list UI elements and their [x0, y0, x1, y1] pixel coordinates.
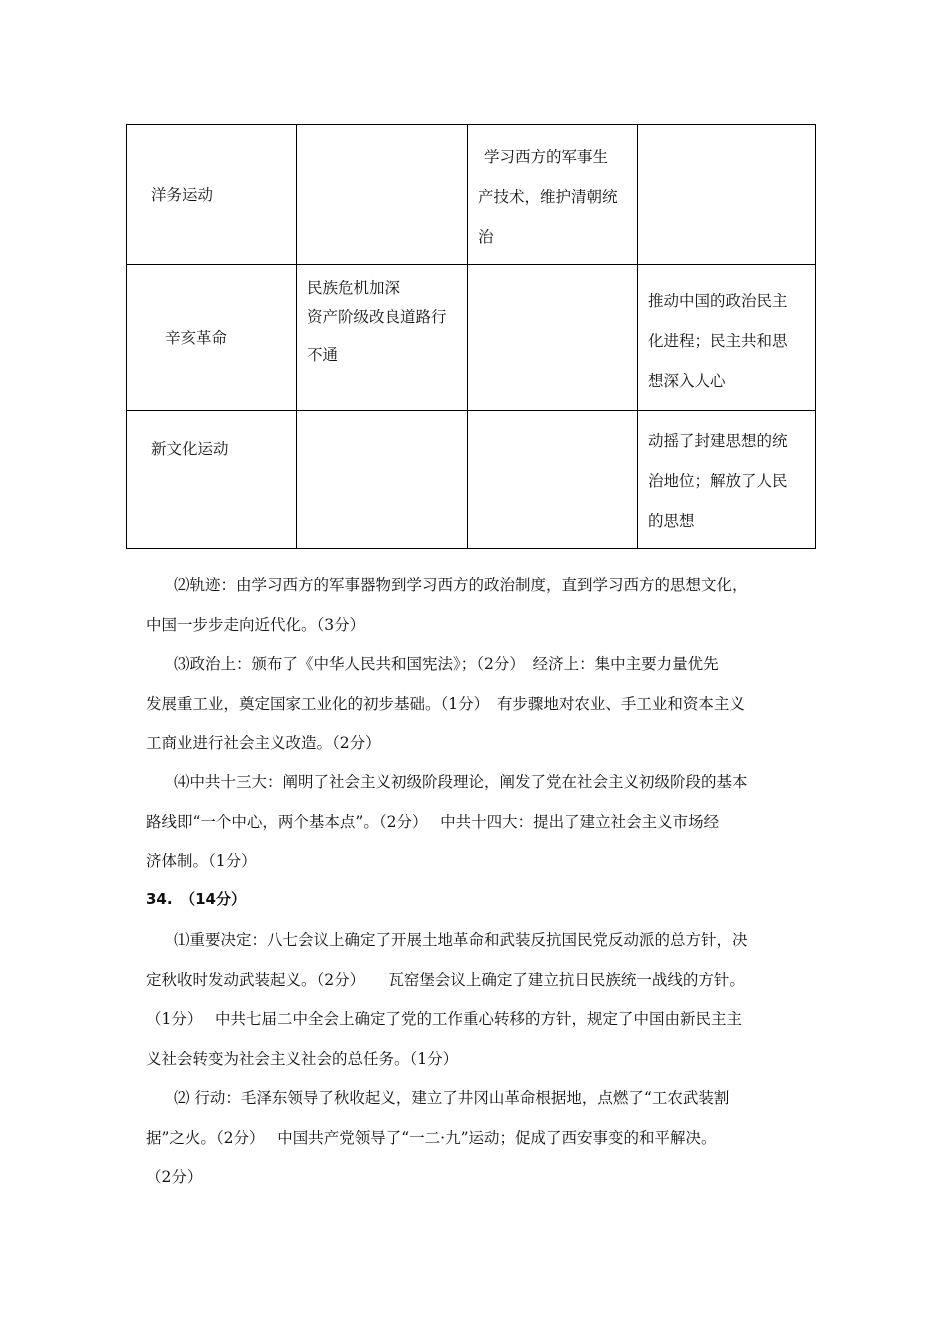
cell-line: 推动中国的政治民主 — [648, 292, 788, 310]
table-cell-name — [127, 265, 297, 411]
table-cell-impact — [638, 411, 816, 549]
table-cell-impact — [638, 125, 816, 265]
cell-line: 民族危机加深 — [307, 279, 401, 297]
cell-line: 动摇了封建思想的统 — [648, 432, 788, 450]
paragraph-line: （1分） 中共七届二中全会上确定了党的工作重心转移的方针，规定了中国由新民主主 — [146, 1010, 743, 1028]
event-name: 新文化运动 — [151, 440, 229, 458]
cell-line: 不通 — [307, 346, 339, 364]
answer-q2 — [146, 566, 822, 645]
paragraph-line: ⑵轨迹：由学习西方的军事器物到学习西方的政治制度，直到学习西方的思想文化， — [174, 576, 748, 594]
question-34-heading: 34. （14分） — [146, 890, 246, 908]
paragraph-line: 工商业进行社会主义改造。（2分） — [146, 734, 381, 752]
paragraph-line: ⑴重要决定：八七会议上确定了开展土地革命和武装反抗国民党反动派的总方针，决 — [174, 931, 748, 949]
paragraph-line: 据”之火。（2分） 中国共产党领导了“一二·九”运动；促成了西安事变的和平解决。 — [146, 1128, 717, 1147]
table-cell-goal — [468, 411, 638, 549]
table-cell-background — [297, 265, 468, 411]
table-row — [127, 411, 816, 549]
paragraph-line: ⑷中共十三大：阐明了社会主义初级阶段理论，阐发了党在社会主义初级阶段的基本 — [174, 773, 748, 791]
event-name: 辛亥革命 — [165, 328, 228, 347]
table-row — [127, 265, 816, 411]
table-cell-background — [297, 411, 468, 549]
cell-line: 的思想 — [648, 512, 695, 530]
table-cell-background — [297, 125, 468, 265]
answer-34-part1 — [146, 921, 822, 1079]
cell-line: 资产阶级改良道路行 — [307, 308, 447, 326]
paragraph-line: 路线即“一个中心，两个基本点”。（2分） 中共十四大：提出了建立社会主义市场经 — [146, 812, 720, 831]
paragraph-line: （2分） — [146, 1168, 203, 1186]
paragraph-line: 义社会转变为社会主义社会的总任务。（1分） — [146, 1049, 459, 1068]
answer-34-part2 — [146, 1079, 822, 1198]
paragraph-line: 定秋收时发动武装起义。（2分） 瓦窑堡会议上确定了建立抗日民族统一战线的方针。 — [146, 970, 745, 989]
table-cell-name — [127, 411, 297, 549]
cell-line: 治地位；解放了人民 — [648, 472, 788, 490]
answer-table — [126, 124, 816, 549]
table-cell-goal — [468, 125, 638, 265]
answer-q3 — [146, 645, 822, 764]
cell-line: 学习西方的军事生 — [484, 148, 609, 166]
event-name: 洋务运动 — [151, 185, 214, 204]
paragraph-line: 发展重工业，奠定国家工业化的初步基础。（1分） 有步骤地对农业、手工业和资本主义 — [146, 694, 745, 713]
table-cell-name — [127, 125, 297, 265]
answer-q4 — [146, 763, 822, 882]
cell-line: 想深入人心 — [648, 372, 726, 390]
cell-line: 治 — [478, 228, 494, 246]
table-cell-impact — [638, 265, 816, 411]
paragraph-line: ⑶政治上：颁布了《中华人民共和国宪法》；（2分） 经济上：集中主要力量优先 — [174, 655, 719, 673]
cell-line: 产技术，维护清朝统 — [478, 188, 618, 206]
table-row — [127, 125, 816, 265]
paragraph-line: ⑵ 行动：毛泽东领导了秋收起义，建立了井冈山革命根据地，点燃了“工农武装割 — [174, 1089, 730, 1107]
cell-line: 化进程；民主共和思 — [648, 332, 788, 350]
paragraph-line: 中国一步步走向近代化。（3分） — [146, 615, 366, 634]
paragraph-line: 济体制。（1分） — [146, 852, 257, 870]
table-cell-goal — [468, 265, 638, 411]
